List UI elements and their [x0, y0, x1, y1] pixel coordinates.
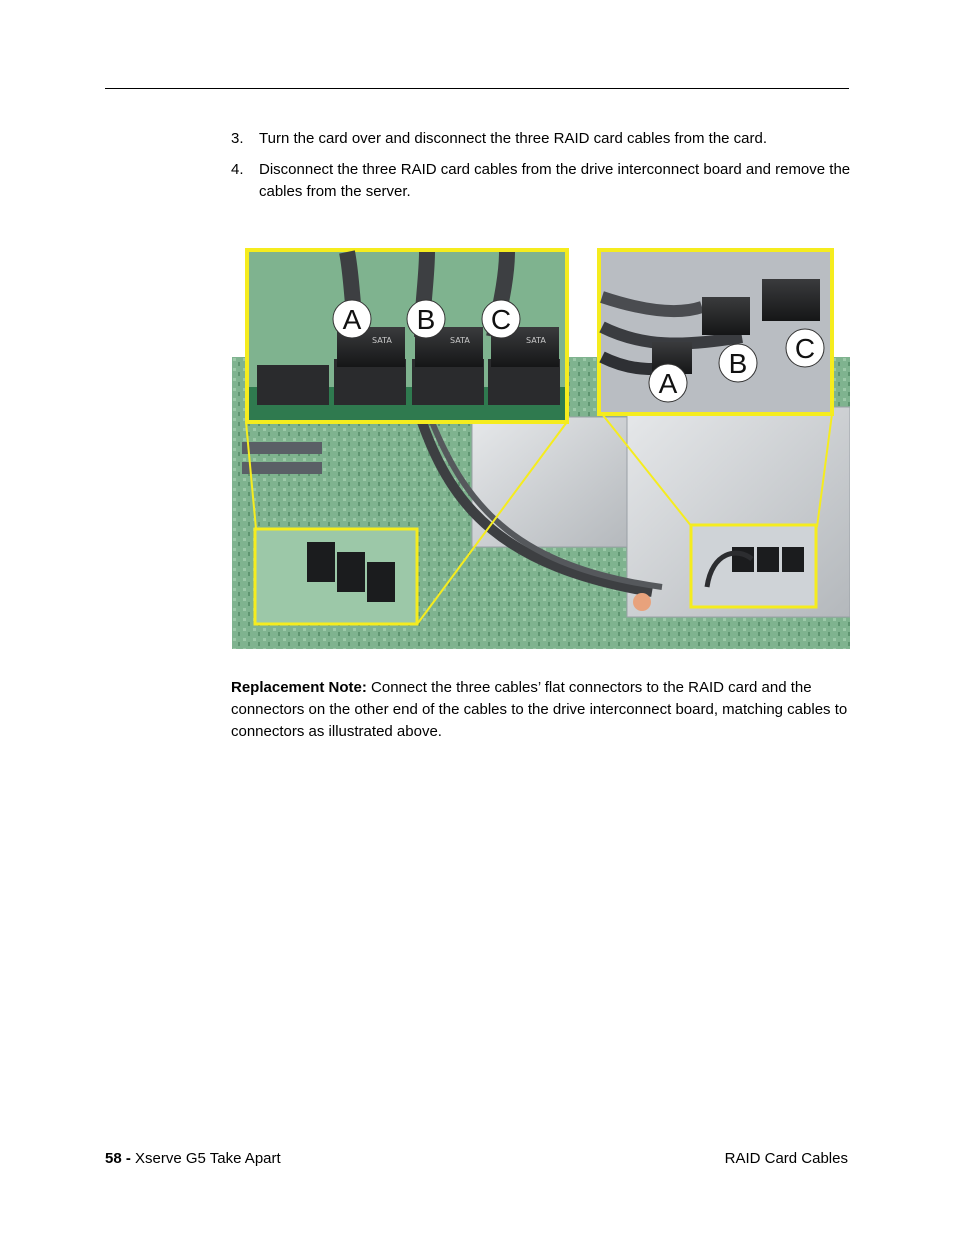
procedure-steps	[231, 128, 851, 212]
inset-raid-card-closeup	[247, 250, 567, 422]
step-4	[231, 159, 851, 203]
inset-raid-card-small	[255, 529, 417, 624]
memory-slot	[242, 462, 322, 474]
page-number: 58 -	[105, 1150, 131, 1167]
inset-drive-board-small	[691, 525, 816, 607]
inset-drive-board-closeup	[599, 250, 832, 414]
callout-label-b: B	[416, 304, 436, 335]
callout-label-b: B	[728, 348, 748, 379]
connector-label: SATA	[450, 336, 470, 345]
step-text: Turn the card over and disconnect the three RAID card cables from the card.	[259, 130, 768, 147]
connector-label: SATA	[526, 336, 546, 345]
note-text: Connect the three cables’ flat connectors to the RAID card and the connectors on the other end of the cables to the drive interconnect board, matching cables to connectors as illustrated above.	[231, 679, 848, 740]
cable-tie	[633, 593, 651, 611]
step-number: 4.	[231, 161, 244, 178]
footer-section-title: RAID Card Cables	[724, 1150, 848, 1167]
step-3	[231, 128, 851, 150]
step-number: 3.	[231, 130, 244, 147]
callout-label-c: C	[490, 304, 512, 335]
callout-label-a: A	[342, 304, 362, 335]
callout-label-a: A	[658, 368, 678, 399]
step-text: Disconnect the three RAID card cables from the drive interconnect board and remove the cables from the server.	[259, 161, 851, 200]
memory-slot	[242, 442, 322, 454]
replacement-note	[231, 677, 853, 743]
footer-doc-info	[105, 1150, 281, 1167]
callout-label-c: C	[794, 333, 816, 364]
header-rule	[105, 88, 849, 89]
raid-cable-photo	[232, 247, 850, 649]
doc-title: Xserve G5 Take Apart	[130, 1150, 281, 1167]
note-label: Replacement Note:	[231, 679, 367, 696]
connector-label: SATA	[372, 336, 392, 345]
